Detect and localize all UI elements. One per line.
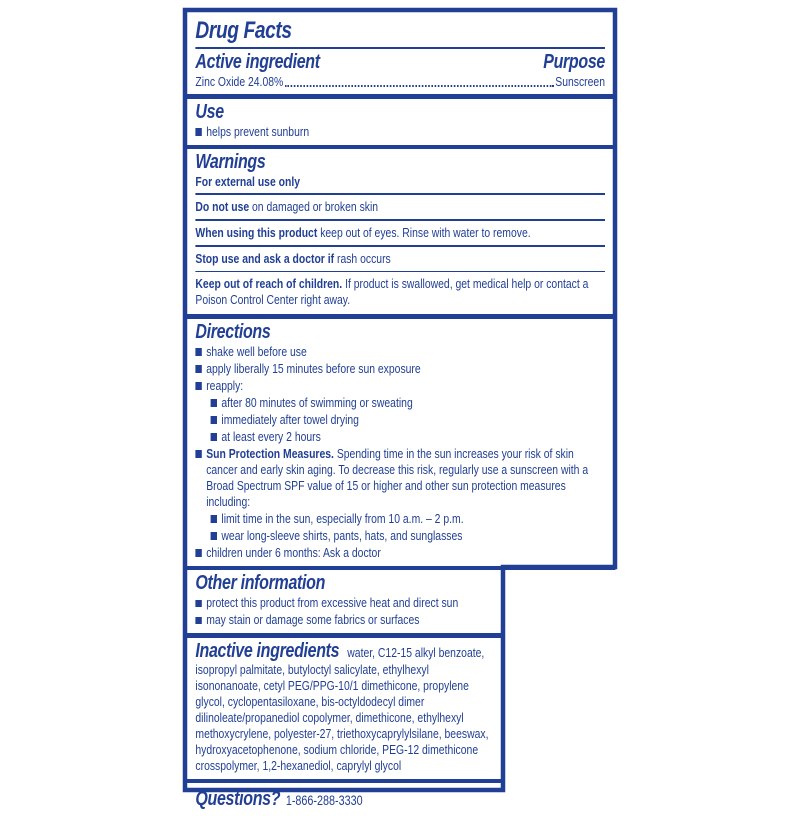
direction-text: shake well before use (206, 343, 307, 359)
section-divider (185, 145, 615, 150)
other-information-section (185, 573, 615, 633)
warning-lead: Do not use (195, 198, 250, 214)
other-information-item (195, 612, 605, 628)
warning-text: on damaged or broken skin (249, 198, 379, 214)
direction-item (195, 344, 605, 360)
direction-text: after 80 minutes of swimming or sweating (221, 394, 413, 410)
hairline-rule (195, 219, 605, 221)
use-heading: Use (195, 100, 224, 123)
warnings-section (185, 152, 615, 314)
other-information-heading: Other information (195, 572, 326, 595)
use-item-text: helps prevent sunburn (206, 123, 310, 139)
direction-text-body: Spending time in the sun increases your risk of skin cancer and early skin aging. To decrease this risk, regularly use a sunscreen with a Broad Spectrum SPF value of 15 or higher and other sun protection measures including: (206, 445, 589, 509)
direction-subitem (211, 528, 605, 544)
warning-row (195, 224, 605, 242)
questions-heading: Questions? (195, 788, 281, 811)
active-ingredient-purpose: Sunscreen (555, 74, 605, 90)
direction-text (206, 446, 605, 510)
other-information-text: may stain or damage some fabrics or surfaces (206, 612, 420, 628)
warning-text: rash occurs (334, 250, 391, 266)
panel-title: Drug Facts (195, 17, 292, 44)
direction-text: at least every 2 hours (221, 428, 321, 444)
direction-text: apply liberally 15 minutes before sun exposure (206, 360, 421, 376)
section-divider (185, 633, 503, 638)
purpose-heading: Purpose (543, 51, 605, 74)
hairline-rule (195, 271, 605, 273)
direction-item (195, 378, 605, 394)
inactive-ingredients-section (185, 641, 503, 779)
warning-lead: Keep out of reach of children. (195, 276, 343, 292)
section-divider (185, 566, 615, 571)
inactive-ingredients-heading: Inactive ingredients (195, 639, 340, 662)
bullet-square-icon (211, 433, 217, 441)
direction-subitem (211, 429, 605, 445)
active-ingredient-name: Zinc Oxide 24.08% (195, 74, 284, 90)
warning-row (195, 250, 605, 268)
active-ingredient-heading: Active ingredient (195, 51, 320, 74)
direction-subitem (211, 412, 605, 428)
bullet-square-icon (195, 450, 201, 458)
direction-item (195, 446, 605, 510)
bullet-square-icon (211, 515, 217, 523)
section-divider (185, 314, 615, 319)
warning-row (195, 198, 605, 216)
section-divider (185, 94, 615, 99)
hairline-rule (195, 245, 605, 247)
dotted-leader (285, 85, 554, 87)
direction-text: reapply: (206, 377, 244, 393)
warning-lead: Stop use and ask a doctor if (195, 250, 335, 266)
directions-heading: Directions (195, 320, 271, 343)
warning-row (195, 275, 605, 309)
direction-text: wear long-sleeve shirts, pants, hats, and sunglasses (221, 527, 463, 543)
title-section (185, 10, 615, 49)
direction-text: limit time in the sun, especially from 10 a.m. – 2 p.m. (221, 510, 464, 526)
hairline-rule (195, 193, 605, 195)
bullet-square-icon (211, 416, 217, 424)
bullet-square-icon (195, 600, 201, 608)
direction-text: children under 6 months: Ask a doctor (206, 544, 381, 560)
warning-text: keep out of eyes. Rinse with water to remove. (317, 224, 531, 240)
use-section (185, 102, 615, 145)
use-item (195, 124, 605, 140)
direction-text: immediately after towel drying (221, 411, 359, 427)
questions-section (185, 783, 503, 816)
warning-text: If product is swallowed, get medical help or contact a Poison Control Center right away. (195, 276, 589, 308)
bullet-square-icon (195, 365, 201, 373)
direction-subitem (211, 395, 605, 411)
inactive-ingredients-text: water, C12-15 alkyl benzoate, isopropyl palmitate, butyloctyl salicylate, ethylhexyl isononanoate, cetyl PEG/PPG-10/1 dimethicone, propylene glycol, cyclopentasiloxane, bis-octyldodecyl dimer dilinoleate/propanediol copolymer, dimethicone, ethylhexyl methoxycrylene, polyester-27, triethoxycaprylylsilane, beeswax, hydroxyacetophenone, sodium chloride, PEG-12 dimethicone crosspolymer, 1,2-hexanediol, caprylyl glycol (195, 644, 489, 773)
bullet-square-icon (195, 348, 201, 356)
bullet-square-icon (195, 549, 201, 557)
bullet-square-icon (195, 128, 201, 136)
other-information-text: protect this product from excessive heat and direct sun (206, 595, 459, 611)
bullet-square-icon (211, 399, 217, 407)
bullet-square-icon (195, 382, 201, 390)
bullet-square-icon (195, 617, 201, 625)
warning-lead: When using this product (195, 224, 318, 240)
directions-section (185, 322, 615, 566)
drug-facts-panel (185, 10, 615, 816)
external-use-note: For external use only (195, 174, 301, 190)
direction-item (195, 361, 605, 377)
bullet-square-icon (211, 532, 217, 540)
direction-subitem (211, 511, 605, 527)
direction-item (195, 545, 605, 561)
warnings-heading: Warnings (195, 151, 266, 174)
active-ingredient-section (185, 49, 615, 94)
direction-lead: Sun Protection Measures. (206, 445, 334, 461)
questions-phone: 1-866-288-3330 (285, 793, 363, 809)
other-information-item (195, 595, 605, 611)
inactive-ingredients-paragraph (195, 641, 492, 779)
